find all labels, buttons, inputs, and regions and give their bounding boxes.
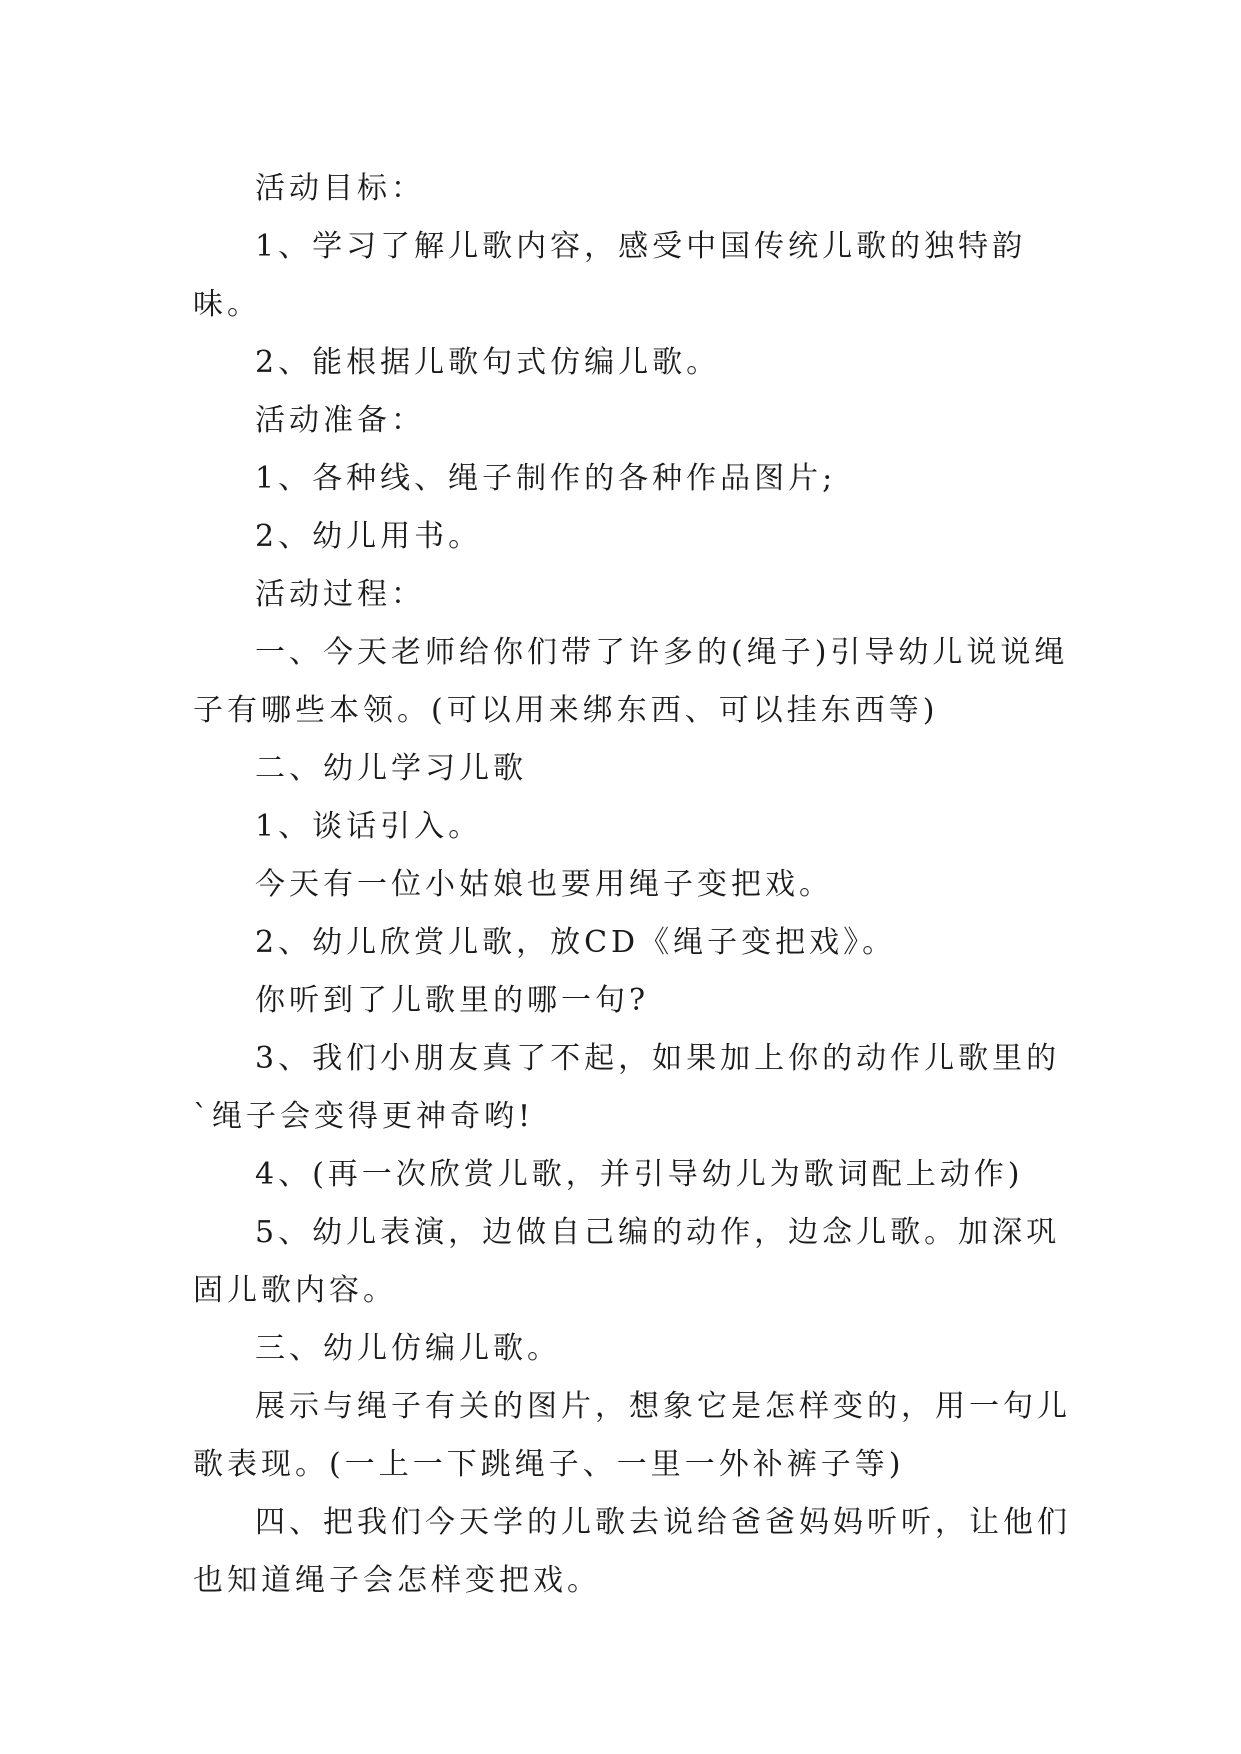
heading-activity-process: 活动过程： bbox=[255, 577, 425, 612]
process-step-2: 二、幼儿学习儿歌 bbox=[255, 751, 527, 786]
process-text-2: 你听到了儿歌里的哪一句? bbox=[255, 983, 650, 1018]
process-substep-5: 5、幼儿表演，边做自己编的动作，边念儿歌。加深巩固儿歌内容。 bbox=[193, 1215, 1061, 1308]
goal-item-2: 2、能根据儿歌句式仿编儿歌。 bbox=[255, 345, 721, 380]
preparation-item-2: 2、幼儿用书。 bbox=[255, 519, 483, 554]
process-step-1: 一、今天老师给你们带了许多的(绳子)引导幼儿说说绳子有哪些本领。(可以用来绑东西、可以挂东西等) bbox=[193, 635, 1069, 728]
process-step-4: 四、把我们今天学的儿歌去说给爸爸妈妈听听，让他们也知道绳子会怎样变把戏。 bbox=[193, 1505, 1071, 1598]
document-body bbox=[193, 160, 1073, 1610]
process-text-3: 展示与绳子有关的图片，想象它是怎样变的，用一句儿歌表现。(一上一下跳绳子、一里一外补裤子等) bbox=[193, 1389, 1071, 1482]
process-text-1: 今天有一位小姑娘也要用绳子变把戏。 bbox=[255, 867, 833, 902]
heading-activity-preparation: 活动准备： bbox=[255, 403, 425, 438]
process-substep-2: 2、幼儿欣赏儿歌，放CD《绳子变把戏》。 bbox=[255, 925, 897, 960]
process-substep-1: 1、谈话引入。 bbox=[255, 809, 483, 844]
heading-activity-goals: 活动目标： bbox=[255, 171, 425, 206]
preparation-item-1: 1、各种线、绳子制作的各种作品图片; bbox=[255, 461, 837, 496]
process-step-3: 三、幼儿仿编儿歌。 bbox=[255, 1331, 561, 1366]
process-substep-3: 3、我们小朋友真了不起，如果加上你的动作儿歌里的`绳子会变得更神奇哟! bbox=[193, 1041, 1061, 1134]
goal-item-1: 1、学习了解儿歌内容，感受中国传统儿歌的独特韵味。 bbox=[193, 229, 1027, 322]
process-substep-4: 4、(再一次欣赏儿歌，并引导幼儿为歌词配上动作) bbox=[255, 1157, 1024, 1192]
